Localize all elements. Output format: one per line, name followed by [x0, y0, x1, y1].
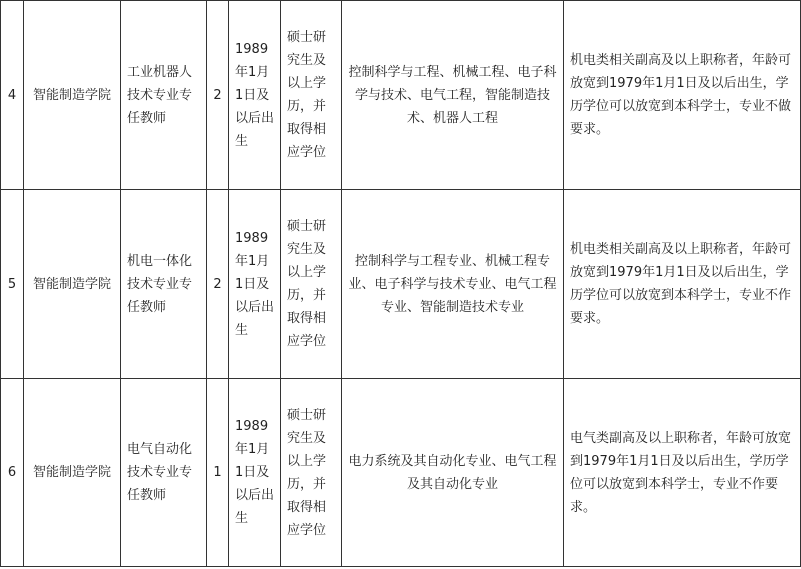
table-row	[1, 190, 801, 379]
row-number: 5	[1, 190, 24, 379]
education-requirement-cell: 硕士研究生及以上学历，并取得相应学位	[281, 379, 342, 567]
headcount-cell: 2	[207, 190, 229, 379]
table-row	[1, 379, 801, 567]
department-cell: 智能制造学院	[24, 190, 121, 379]
notes-cell: 机电类相关副高及以上职称者，年龄可放宽到1979年1月1日及以后出生，学历学位可以放宽到本科学士，专业不作要求。	[564, 190, 801, 379]
notes-cell: 电气类副高及以上职称者，年龄可放宽到1979年1月1日及以后出生，学历学位可以放宽到本科学士，专业不作要求。	[564, 379, 801, 567]
department-cell: 智能制造学院	[24, 1, 121, 190]
age-requirement-cell: 1989年1月1日及以后出生	[229, 190, 281, 379]
position-cell: 机电一体化技术专业专任教师	[121, 190, 207, 379]
age-requirement-cell: 1989年1月1日及以后出生	[229, 1, 281, 190]
headcount-cell: 2	[207, 1, 229, 190]
department-cell: 智能制造学院	[24, 379, 121, 567]
table-row	[1, 1, 801, 190]
age-requirement-cell: 1989年1月1日及以后出生	[229, 379, 281, 567]
position-cell: 工业机器人技术专业专任教师	[121, 1, 207, 190]
notes-cell: 机电类相关副高及以上职称者，年龄可放宽到1979年1月1日及以后出生，学历学位可以放宽到本科学士，专业不做要求。	[564, 1, 801, 190]
major-requirement-cell: 电力系统及其自动化专业、电气工程及其自动化专业	[342, 379, 564, 567]
position-cell: 电气自动化技术专业专任教师	[121, 379, 207, 567]
headcount-cell: 1	[207, 379, 229, 567]
row-number: 6	[1, 379, 24, 567]
major-requirement-cell: 控制科学与工程专业、机械工程专业、电子科学与技术专业、电气工程专业、智能制造技术专业	[342, 190, 564, 379]
education-requirement-cell: 硕士研究生及以上学历，并取得相应学位	[281, 190, 342, 379]
major-requirement-cell: 控制科学与工程、机械工程、电子科学与技术、电气工程，智能制造技术、机器人工程	[342, 1, 564, 190]
row-number: 4	[1, 1, 24, 190]
education-requirement-cell: 硕士研究生及以上学历，并取得相应学位	[281, 1, 342, 190]
